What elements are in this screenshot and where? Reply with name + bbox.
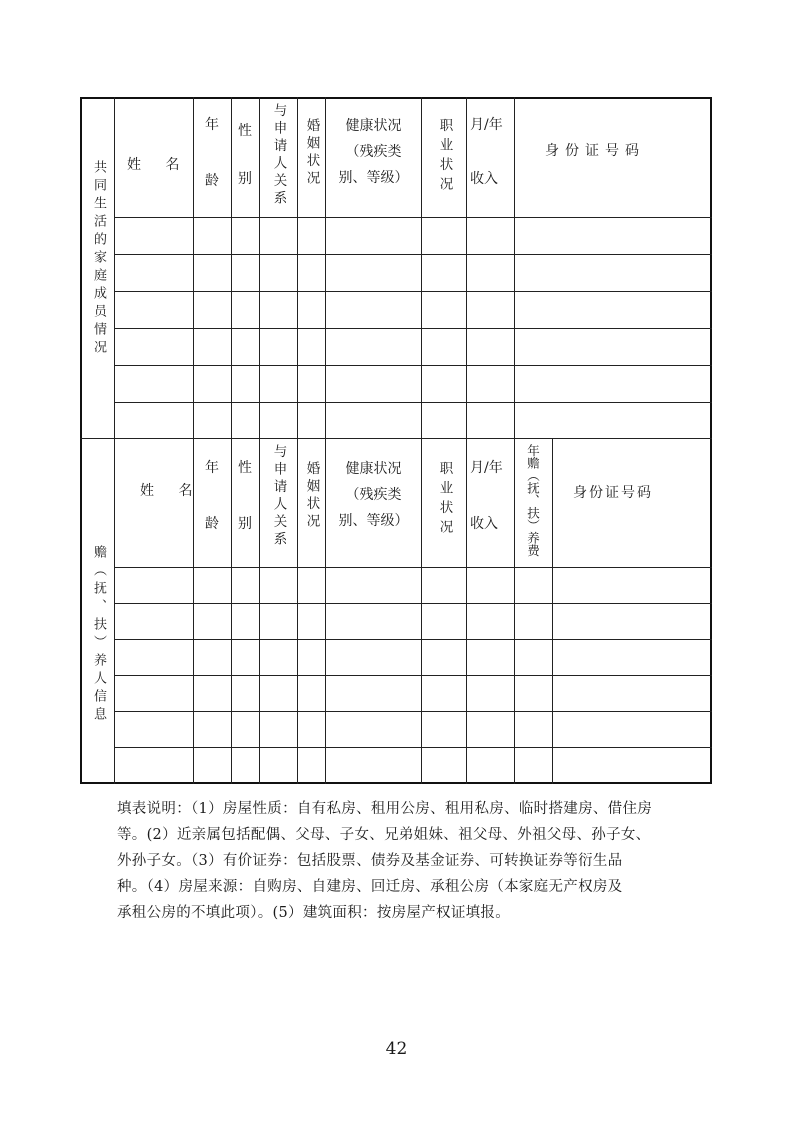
column-divider xyxy=(552,438,553,784)
header-income-top: 月/年 xyxy=(470,117,503,133)
row-divider xyxy=(114,291,712,292)
page-number: 42 xyxy=(385,1039,408,1059)
column-divider xyxy=(421,97,422,784)
row-divider xyxy=(114,328,712,329)
header-health-line3: 别、等级） xyxy=(338,512,409,529)
row-divider xyxy=(114,254,712,255)
instruction-line: 承租公房的不填此项）。(5）建筑面积：按房屋产权证填报。 xyxy=(117,905,511,921)
instruction-line: 等。(2）近亲属包括配偶、父母、子女、兄弟姐妹、祖父母、外祖父母、孙子女、 xyxy=(117,827,651,843)
row-divider xyxy=(114,747,712,748)
header-health-line2: （残疾类 xyxy=(345,486,402,503)
column-divider xyxy=(114,97,115,784)
row-divider xyxy=(114,365,712,366)
column-divider xyxy=(466,97,467,784)
header-age-bottom: 龄 xyxy=(205,516,219,532)
section-divider xyxy=(80,438,712,439)
column-divider xyxy=(297,97,298,784)
header-income-bottom: 收入 xyxy=(470,516,498,532)
header-income-top: 月/年 xyxy=(470,460,503,476)
row-divider xyxy=(114,603,712,604)
header-relation: 与申请人关系 xyxy=(270,103,287,208)
header-marital: 婚姻状况 xyxy=(303,118,320,188)
column-divider xyxy=(259,97,260,784)
header-name: 姓 名 xyxy=(140,483,203,499)
row-divider xyxy=(114,711,712,712)
header-income-bottom: 收入 xyxy=(470,171,498,187)
header-health-line1: 健康状况 xyxy=(345,461,402,477)
header-id-number: 身份证号码 xyxy=(573,485,653,501)
header-marital: 婚姻状况 xyxy=(303,461,320,531)
header-gender-bottom: 别 xyxy=(238,516,252,532)
header-health-line3: 别、等级） xyxy=(338,169,409,186)
header-health xyxy=(326,114,421,192)
header-job: 职业状况 xyxy=(436,461,453,539)
section-label-household: 共同生活的家庭成员情况 xyxy=(91,160,106,358)
header-age-bottom: 龄 xyxy=(205,173,219,189)
header-support-fee: 年赡（抚、扶）养费 xyxy=(525,444,541,557)
instruction-line: 种。（4）房屋来源：自购房、自建房、回迁房、承租公房（本家庭无产权房及 xyxy=(117,879,623,895)
header-gender-top: 性 xyxy=(238,460,252,476)
header-gender-bottom: 别 xyxy=(238,171,252,187)
column-divider xyxy=(325,97,326,784)
header-age-top: 年 xyxy=(205,460,219,476)
header-health xyxy=(326,457,421,535)
row-divider xyxy=(114,402,712,403)
row-divider xyxy=(114,567,712,568)
header-gender-top: 性 xyxy=(238,123,252,139)
header-id-number: 身份证号码 xyxy=(545,143,645,159)
household-members-table xyxy=(80,97,712,784)
header-age-top: 年 xyxy=(205,117,219,133)
header-health-line2: （残疾类 xyxy=(345,143,402,160)
header-health-line1: 健康状况 xyxy=(345,118,402,134)
row-divider xyxy=(114,639,712,640)
column-divider xyxy=(231,97,232,784)
header-name: 姓 名 xyxy=(127,157,190,173)
column-divider xyxy=(193,97,194,784)
instruction-line: 填表说明：（1）房屋性质：自有私房、租用公房、租用私房、临时搭建房、借住房 xyxy=(117,801,653,817)
row-divider xyxy=(114,675,712,676)
filling-instructions xyxy=(117,796,685,926)
column-divider xyxy=(514,97,515,784)
header-job: 职业状况 xyxy=(436,118,453,196)
instruction-line: 外孙子女。（3）有价证券：包括股票、债券及基金证券、可转换证券等衍生品 xyxy=(117,853,623,869)
section-label-supporters: 赡（抚、扶）养人信息 xyxy=(91,545,106,725)
row-divider xyxy=(114,217,712,218)
header-relation: 与申请人关系 xyxy=(270,444,287,549)
